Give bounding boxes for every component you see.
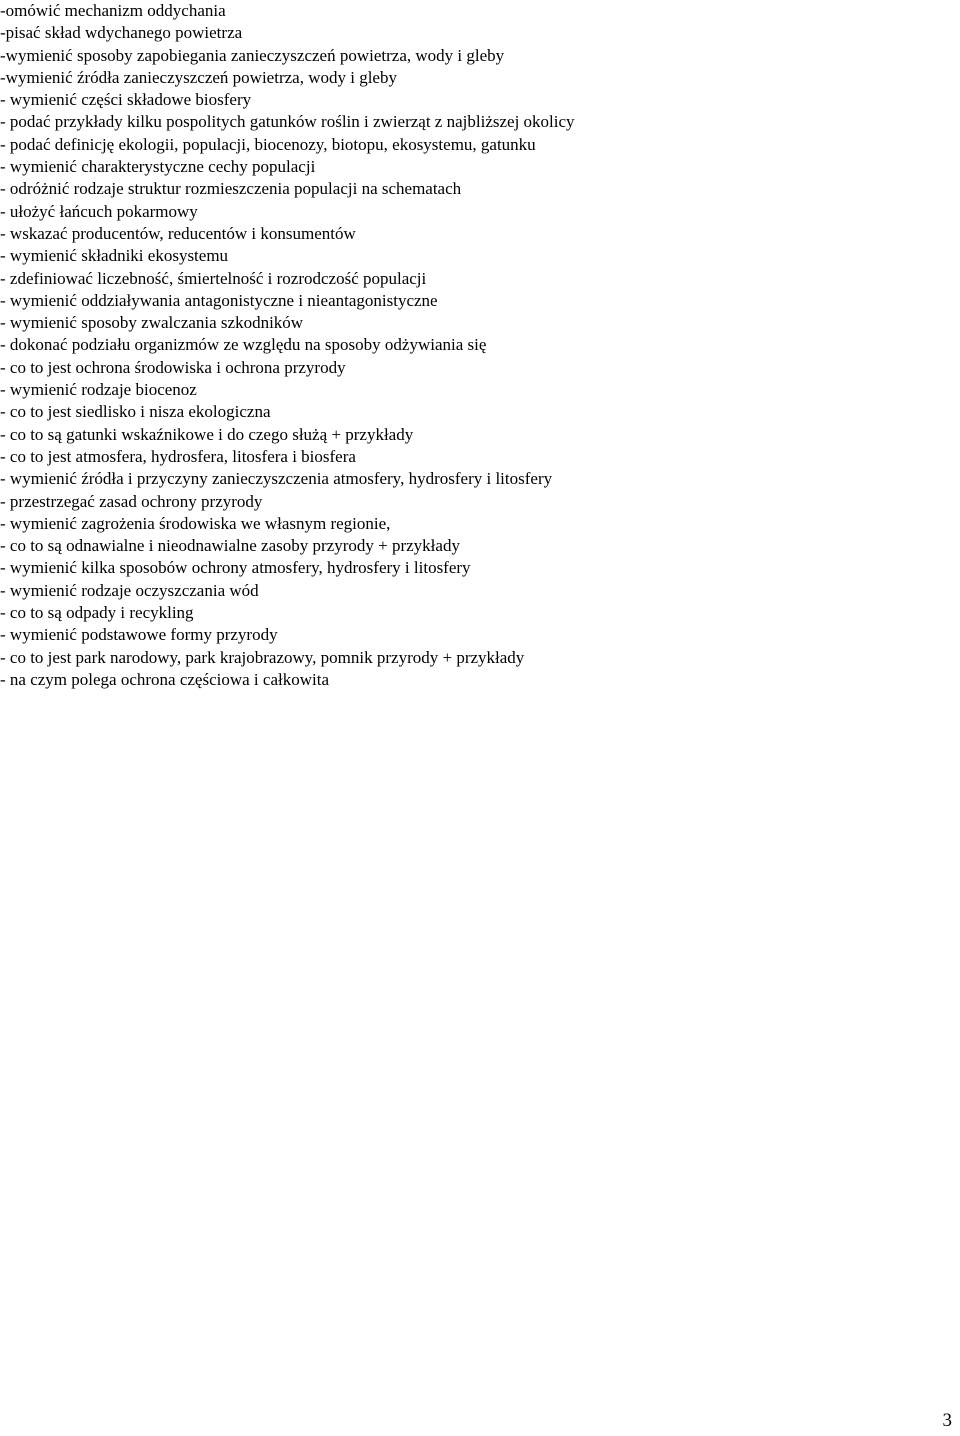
list-item: - wymienić kilka sposobów ochrony atmosfery, hydrosfery i litosfery bbox=[0, 558, 471, 578]
list-item: - wymienić części składowe biosfery bbox=[0, 90, 252, 110]
list-item: -omówić mechanizm oddychania bbox=[0, 1, 226, 20]
list-item: - wymienić zagrożenia środowiska we własnym regionie, bbox=[0, 513, 391, 533]
list-item: - co to są odpady i recykling bbox=[0, 603, 194, 623]
list-item: - odróżnić rodzaje struktur rozmieszczenia populacji na schematach bbox=[0, 179, 462, 199]
list-item: - wymienić składniki ekosystemu bbox=[0, 246, 229, 266]
page-number: 3 bbox=[942, 1410, 952, 1431]
list-item: - przestrzegać zasad ochrony przyrody bbox=[0, 491, 263, 511]
list-item: -pisać skład wdychanego powietrza bbox=[0, 23, 243, 43]
list-item: - wymienić rodzaje oczyszczania wód bbox=[0, 580, 259, 600]
list-item: - co to jest park narodowy, park krajobrazowy, pomnik przyrody + przykłady bbox=[0, 647, 525, 667]
list-item: - wskazać producentów, reducentów i konsumentów bbox=[0, 223, 356, 243]
list-item: - dokonać podziału organizmów ze względu na sposoby odżywiania się bbox=[0, 335, 487, 355]
list-item: -wymienić źródła zanieczyszczeń powietrza, wody i gleby bbox=[0, 67, 397, 87]
list-item: -wymienić sposoby zapobiegania zanieczyszczeń powietrza, wody i gleby bbox=[0, 45, 505, 65]
list-item: - co to jest atmosfera, hydrosfera, litosfera i biosfera bbox=[0, 446, 356, 466]
list-item: - co to są gatunki wskaźnikowe i do czego służą + przykłady bbox=[0, 424, 414, 444]
list-item: - podać definicję ekologii, populacji, biocenozy, biotopu, ekosystemu, gatunku bbox=[0, 134, 536, 154]
list-item: - wymienić źródła i przyczyny zanieczyszczenia atmosfery, hydrosfery i litosfery bbox=[0, 469, 553, 489]
list-item: - wymienić oddziaływania antagonistyczne i nieantagonistyczne bbox=[0, 290, 438, 310]
list-item: - co to jest siedlisko i nisza ekologiczna bbox=[0, 402, 271, 422]
list-item: - na czym polega ochrona częściowa i całkowita bbox=[0, 669, 329, 689]
requirements-list bbox=[0, 0, 575, 691]
list-item: - co to jest ochrona środowiska i ochrona przyrody bbox=[0, 357, 346, 377]
list-item: - co to są odnawialne i nieodnawialne zasoby przyrody + przykłady bbox=[0, 536, 460, 556]
list-item: - zdefiniować liczebność, śmiertelność i rozrodczość populacji bbox=[0, 268, 427, 288]
list-item: - wymienić sposoby zwalczania szkodników bbox=[0, 313, 304, 333]
list-item: - podać przykłady kilku pospolitych gatunków roślin i zwierząt z najbliższej okolicy bbox=[0, 112, 575, 132]
list-item: - wymienić rodzaje biocenoz bbox=[0, 380, 197, 400]
list-item: - wymienić podstawowe formy przyrody bbox=[0, 625, 278, 645]
list-item: - wymienić charakterystyczne cechy populacji bbox=[0, 157, 316, 177]
list-item: - ułożyć łańcuch pokarmowy bbox=[0, 201, 198, 221]
